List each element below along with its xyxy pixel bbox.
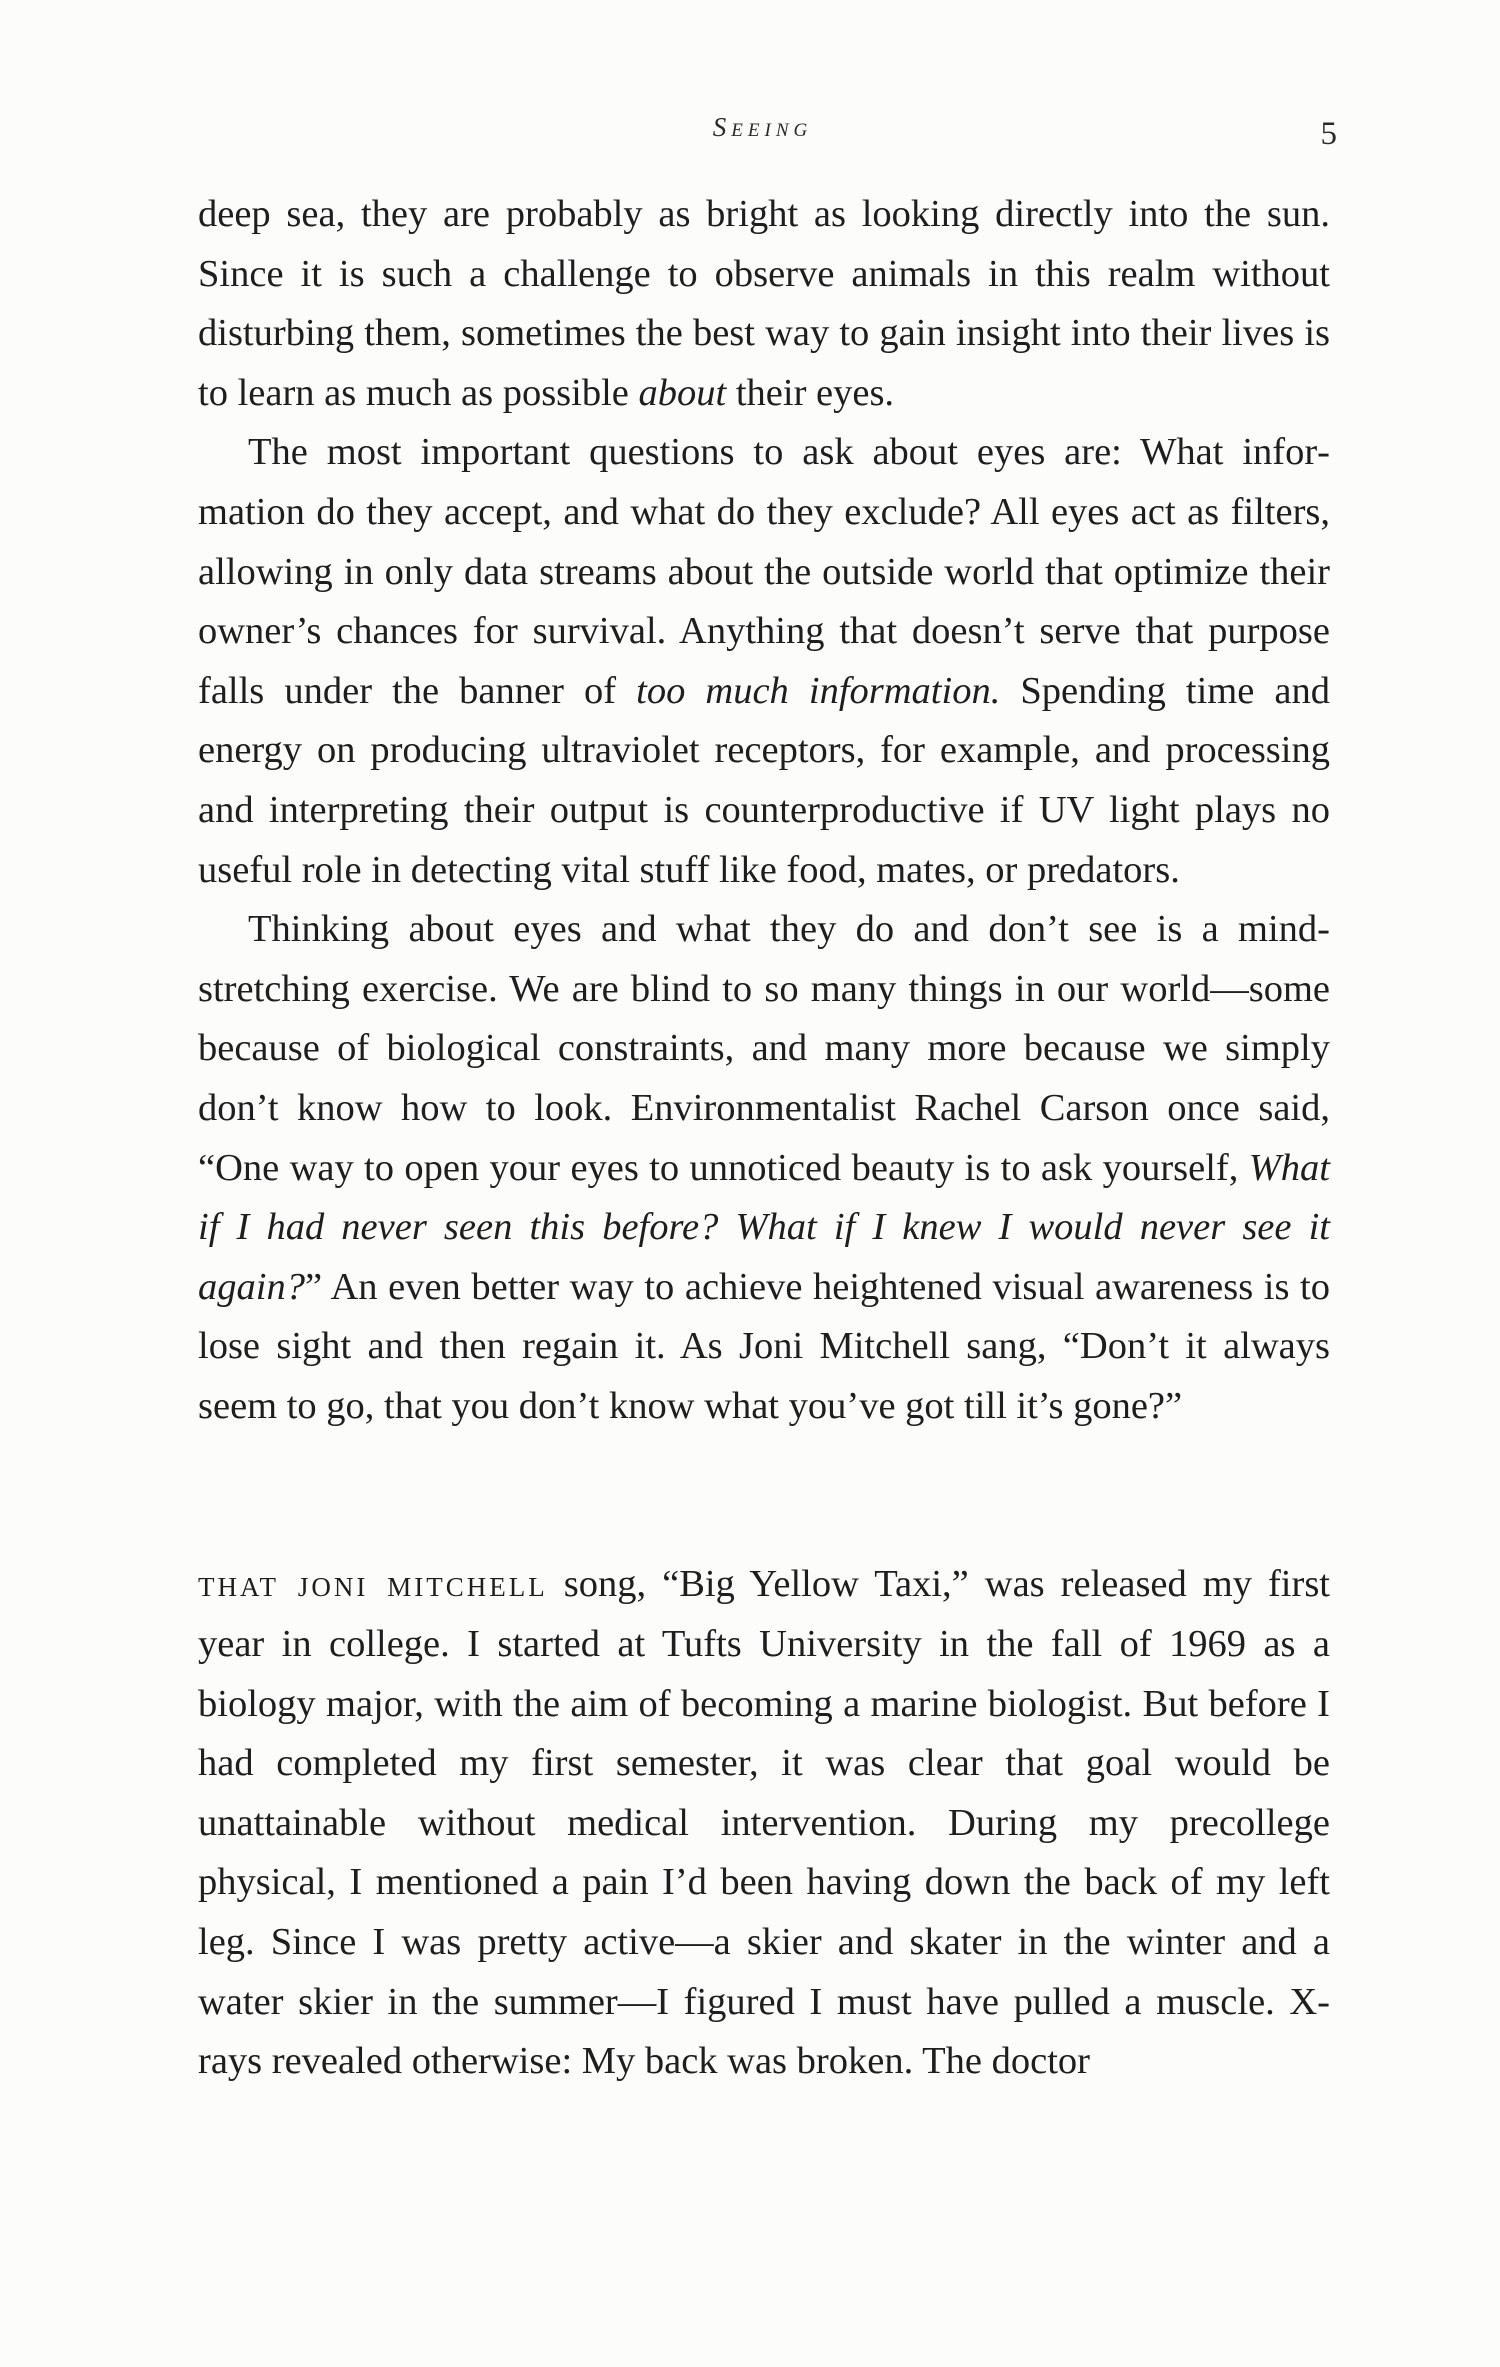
paragraph-tail: ” An even better way to achieve heightened visual awareness is to lose sight and then regain it. As Joni Mitchell sang, “Don’t it always seem to go, that you don’t know what you’ve got till it’s gone?” (198, 1265, 1330, 1427)
paragraph-4 (198, 1555, 1330, 2091)
page-number: 5 (1320, 116, 1337, 152)
body-text (198, 185, 1330, 2092)
running-title: Seeing (712, 112, 813, 142)
running-head (0, 112, 1500, 162)
paragraph-emphasis: too much information. (636, 669, 1001, 712)
section-break (198, 1436, 1330, 1555)
paragraph-text: Thinking about eyes and what they do and don’t see is a mind-stretching exercise. We are blind to so many things in our world—some because of biological constraints, and many more because we simply don’t know how to look. Environmentalist Rachel Carson once said, “One way to open your eyes to unnoticed beauty is to ask yourself, (198, 908, 1330, 1189)
paragraph-text: The most important questions to ask about eyes are: What information do they accept, and what do they exclude? All eyes act as filters, allowing in only data streams about the outside world that optimize their owner’s chances for survival. Anything that doesn’t serve that purpose falls under the banner of (198, 431, 1330, 712)
paragraph-tail: Spending time and energy on producing ultraviolet receptors, for example, and processing and interpreting their output is counterproductive if UV light plays no useful role in detecting vital stuff like food, mates, or predators. (198, 669, 1330, 891)
paragraph-emphasis: about (638, 371, 727, 414)
paragraph-3 (198, 900, 1330, 1436)
paragraph-tail: their eyes. (726, 371, 895, 414)
paragraph-2 (198, 423, 1330, 900)
section-lead-in: that joni mitchell (198, 1563, 548, 1606)
paragraph-emphasis: What if I had never seen this before? What if I knew I would never see it again? (198, 1146, 1330, 1308)
paragraph-1 (198, 185, 1330, 423)
paragraph-text: deep sea, they are probably as bright as looking directly into the sun. Since it is such a challenge to observe animals in this realm without disturbing them, sometimes the best way to gain insight into their lives is to learn as much as possible (198, 193, 1330, 414)
paragraph-text: song, “Big Yellow Taxi,” was released my first year in college. I started at Tufts University in the fall of 1969 as a biology major, with the aim of becoming a marine biologist. But before I had completed my first semester, it was clear that goal would be unattainable without medical intervention. During my precollege physical, I mentioned a pain I’d been having down the back of my left leg. Since I was pretty active—a skier and skater in the winter and a water skier in the summer—I figured I must have pulled a muscle. X-rays revealed otherwise: My back was broken. The doctor (198, 1563, 1330, 2083)
